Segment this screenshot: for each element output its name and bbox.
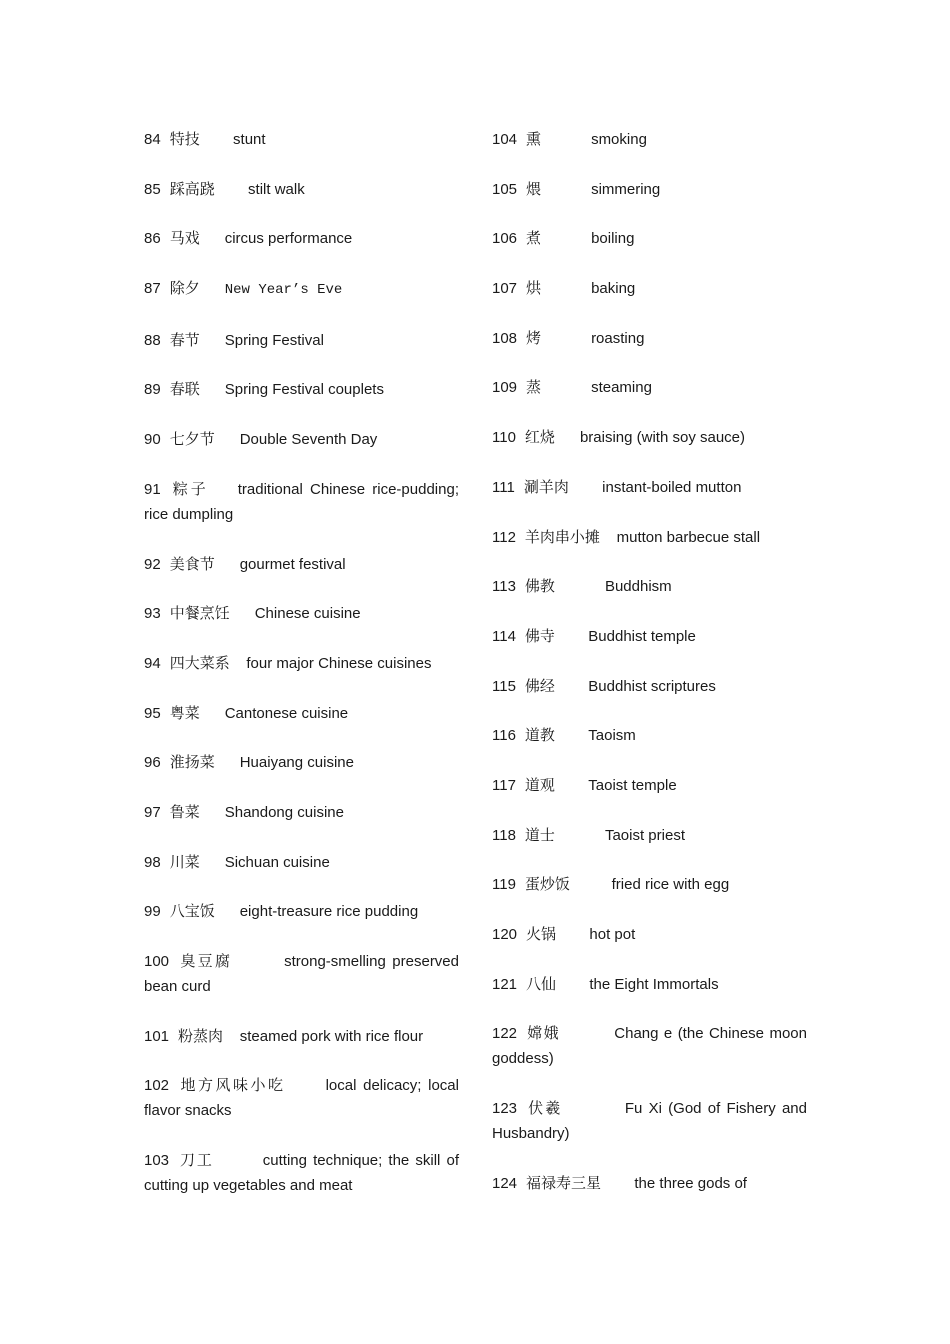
entry-english-translation: Shandong cuisine <box>224 803 344 821</box>
entry-spacer <box>541 330 591 347</box>
entry-chinese-term: 煨 <box>526 179 542 198</box>
entry-number: 120 <box>492 926 518 943</box>
entry-number: 84 <box>144 131 161 148</box>
glossary-entry <box>492 276 807 301</box>
entry-number: 88 <box>144 331 161 349</box>
entry-spacer <box>555 578 605 595</box>
entry-chinese-term: 涮羊肉 <box>523 477 569 496</box>
entry-english-translation: braising (with soy sauce) <box>579 429 746 447</box>
entry-english-translation: the three gods of <box>634 1174 747 1192</box>
glossary-entry <box>492 723 807 748</box>
entry-spacer <box>215 181 248 198</box>
entry-spacer <box>230 655 247 672</box>
entry-spacer <box>200 280 225 297</box>
entry-spacer <box>556 976 589 993</box>
entry-spacer <box>601 1175 634 1192</box>
entry-number: 106 <box>492 230 518 248</box>
entry-chinese-term: 道士 <box>524 825 555 844</box>
glossary-entry <box>492 1171 807 1196</box>
glossary-entry <box>144 601 459 626</box>
entry-chinese-term: 除夕 <box>169 279 200 298</box>
entry-english-translation: Buddhism <box>604 578 672 596</box>
entry-spacer <box>200 854 225 871</box>
entry-chinese-term: 道教 <box>524 726 555 745</box>
entry-english-translation: cutting technique; the skill of cutting up vegetables and meat <box>144 1152 459 1195</box>
entry-chinese-term: 佛经 <box>524 676 555 695</box>
entry-chinese-term: 春联 <box>169 380 200 399</box>
entry-spacer <box>556 926 589 943</box>
entry-number: 89 <box>144 381 161 399</box>
entry-chinese-term: 羊肉串小摊 <box>524 527 600 546</box>
entry-english-translation: simmering <box>591 180 661 198</box>
entry-number: 101 <box>144 1027 170 1045</box>
entry-english-translation: Taoism <box>588 727 636 745</box>
entry-english-translation: Chang e (the Chinese moon goddess) <box>492 1025 807 1068</box>
entry-number: 98 <box>144 853 161 871</box>
entry-chinese-term: 春节 <box>169 330 200 349</box>
entry-spacer <box>200 804 225 821</box>
entry-number: 110 <box>492 429 516 447</box>
glossary-entry <box>492 624 807 649</box>
entry-spacer <box>555 678 588 695</box>
right-column <box>492 127 807 1220</box>
entry-spacer <box>200 131 233 148</box>
entry-number: 99 <box>144 903 161 921</box>
glossary-entry <box>144 701 459 726</box>
entry-english-translation: hot pot <box>589 926 636 943</box>
entry-number: 119 <box>492 876 516 894</box>
glossary-entry <box>492 226 807 251</box>
entry-chinese-term: 熏 <box>526 130 542 148</box>
entry-chinese-term: 烘 <box>526 279 542 298</box>
glossary-entry <box>144 477 459 527</box>
entry-spacer <box>200 332 225 349</box>
glossary-entry <box>492 872 807 897</box>
entry-english-translation: Buddhist scriptures <box>588 677 716 695</box>
entry-chinese-term: 八宝饭 <box>169 902 215 921</box>
entry-english-translation: eight-treasure rice pudding <box>239 903 419 921</box>
glossary-entry <box>144 552 459 577</box>
glossary-entry <box>492 127 807 152</box>
entry-spacer <box>541 230 591 247</box>
entry-chinese-term: 臭豆腐 <box>178 952 233 970</box>
glossary-entry <box>144 377 459 402</box>
entry-chinese-term: 粤菜 <box>169 703 200 722</box>
entry-english-translation: traditional Chinese rice-pudding; rice dumpling <box>144 480 459 523</box>
glossary-entry <box>144 427 459 452</box>
entry-spacer <box>230 605 255 622</box>
glossary-entry <box>492 1096 807 1146</box>
entry-spacer <box>232 953 284 970</box>
entry-chinese-term: 佛教 <box>524 577 555 596</box>
entry-english-translation: Spring Festival <box>224 331 324 349</box>
entry-number: 97 <box>144 803 161 821</box>
entry-english-translation: steamed pork with rice flour <box>239 1027 424 1045</box>
entry-chinese-term: 火锅 <box>526 925 557 943</box>
entry-spacer <box>215 903 240 920</box>
entry-chinese-term: 烤 <box>526 328 542 347</box>
glossary-entry <box>144 328 459 353</box>
entry-english-translation: New Year’s Eve <box>224 282 343 299</box>
entry-chinese-term: 佛寺 <box>524 626 555 645</box>
glossary-entry <box>492 425 807 450</box>
entry-number: 85 <box>144 180 161 198</box>
entry-number: 96 <box>144 754 161 772</box>
entry-english-translation: baking <box>591 280 636 298</box>
entry-chinese-term: 马戏 <box>169 229 200 248</box>
entry-spacer <box>570 876 612 893</box>
glossary-entry <box>144 127 459 152</box>
glossary-entry <box>144 651 459 676</box>
entry-number: 122 <box>492 1025 518 1043</box>
entry-number: 86 <box>144 230 161 248</box>
glossary-entry <box>144 850 459 875</box>
entry-english-translation: Double Seventh Day <box>239 431 378 449</box>
entry-english-translation: fried rice with egg <box>611 876 730 894</box>
glossary-entry <box>144 177 459 202</box>
entry-chinese-term: 四大菜系 <box>169 653 230 672</box>
entry-number: 113 <box>492 578 516 596</box>
entry-chinese-term: 嫦娥 <box>526 1024 560 1043</box>
entry-english-translation: Taoist priest <box>604 826 685 844</box>
entry-spacer <box>215 556 240 573</box>
entry-chinese-term: 地方风味小吃 <box>178 1076 286 1095</box>
glossary-entry <box>492 326 807 351</box>
entry-chinese-term: 七夕节 <box>169 430 215 449</box>
entry-chinese-term: 粽子 <box>169 479 209 498</box>
entry-spacer <box>560 1025 614 1042</box>
entry-spacer <box>214 1152 263 1169</box>
entry-number: 118 <box>492 826 516 844</box>
entry-chinese-term: 蛋炒饭 <box>524 875 570 894</box>
entry-number: 104 <box>492 131 518 148</box>
entry-number: 121 <box>492 975 518 993</box>
glossary-entry <box>144 800 459 825</box>
entry-english-translation: boiling <box>591 230 635 248</box>
entry-number: 103 <box>144 1152 170 1170</box>
entry-number: 94 <box>144 654 161 672</box>
entry-spacer <box>541 181 591 198</box>
entry-english-translation: Cantonese cuisine <box>224 704 349 722</box>
glossary-entry <box>144 1073 459 1123</box>
entry-chinese-term: 美食节 <box>169 554 215 573</box>
left-column <box>144 127 459 1223</box>
entry-number: 124 <box>492 1174 518 1192</box>
entry-number: 107 <box>492 280 518 298</box>
entry-english-translation: the Eight Immortals <box>589 975 719 993</box>
entry-spacer <box>600 529 617 546</box>
entry-english-translation: roasting <box>591 329 645 347</box>
glossary-entry <box>492 475 807 500</box>
glossary-entry <box>492 674 807 699</box>
entry-number: 123 <box>492 1100 518 1118</box>
entry-chinese-term: 刀工 <box>178 1151 214 1170</box>
entry-chinese-term: 道观 <box>524 775 555 794</box>
entry-spacer <box>541 379 591 396</box>
entry-number: 114 <box>492 627 516 645</box>
entry-spacer <box>215 754 240 771</box>
glossary-entry <box>492 574 807 599</box>
glossary-entry <box>144 226 459 251</box>
entry-spacer <box>215 431 240 448</box>
entry-number: 87 <box>144 280 161 298</box>
entry-chinese-term: 特技 <box>169 130 200 148</box>
glossary-entry <box>492 1021 807 1071</box>
entry-spacer <box>200 705 225 722</box>
entry-number: 92 <box>144 555 161 573</box>
entry-number: 95 <box>144 704 161 722</box>
entry-chinese-term: 煮 <box>526 229 542 248</box>
entry-chinese-term: 鲁菜 <box>169 802 200 821</box>
glossary-entry <box>492 922 807 947</box>
entry-number: 105 <box>492 180 518 198</box>
entry-spacer <box>541 280 591 297</box>
entry-english-translation: smoking <box>591 131 647 148</box>
glossary-entry <box>492 525 807 550</box>
entry-number: 115 <box>492 677 516 695</box>
entry-english-translation: stunt <box>233 131 266 148</box>
entry-english-translation: mutton barbecue stall <box>616 528 761 546</box>
entry-chinese-term: 川菜 <box>169 852 200 871</box>
entry-english-translation: stilt walk <box>248 180 305 198</box>
glossary-entry <box>492 823 807 848</box>
glossary-entry <box>144 750 459 775</box>
entry-spacer <box>555 628 588 645</box>
glossary-entry <box>492 177 807 202</box>
entry-number: 117 <box>492 776 516 794</box>
entry-chinese-term: 八仙 <box>526 974 557 993</box>
glossary-entry <box>492 773 807 798</box>
entry-english-translation: Taoist temple <box>588 776 677 794</box>
entry-chinese-term: 蒸 <box>526 378 542 397</box>
entry-spacer <box>200 230 225 247</box>
entry-spacer <box>555 777 588 794</box>
entry-chinese-term: 粉蒸肉 <box>178 1026 224 1045</box>
entry-english-translation: strong-smelling preserved bean curd <box>144 953 459 995</box>
entry-spacer <box>562 1100 625 1117</box>
glossary-entry <box>144 1024 459 1049</box>
entry-spacer <box>555 429 580 446</box>
entry-number: 112 <box>492 528 516 546</box>
entry-spacer <box>286 1077 326 1094</box>
entry-english-translation: four major Chinese cuisines <box>246 654 432 672</box>
entry-chinese-term: 红烧 <box>524 428 555 447</box>
entry-chinese-term: 淮扬菜 <box>169 753 215 772</box>
entry-english-translation: Spring Festival couplets <box>224 381 384 399</box>
entry-spacer <box>555 727 588 744</box>
entry-number: 116 <box>492 727 516 745</box>
glossary-entry <box>144 276 459 303</box>
glossary-entry <box>492 375 807 400</box>
entry-chinese-term: 中餐烹饪 <box>169 604 230 623</box>
entry-english-translation: Huaiyang cuisine <box>239 754 354 772</box>
glossary-entry <box>492 972 807 997</box>
entry-spacer <box>569 479 602 496</box>
entry-english-translation: steaming <box>591 379 652 397</box>
entry-chinese-term: 福禄寿三星 <box>526 1173 602 1192</box>
entry-number: 93 <box>144 605 161 623</box>
glossary-entry <box>144 949 459 999</box>
glossary-entry <box>144 1148 459 1198</box>
entry-spacer <box>223 1028 240 1045</box>
entry-number: 90 <box>144 431 161 449</box>
entry-spacer <box>200 381 225 398</box>
entry-number: 100 <box>144 953 170 970</box>
entry-spacer <box>541 131 591 148</box>
entry-number: 102 <box>144 1077 170 1095</box>
entry-number: 91 <box>144 480 161 498</box>
entry-number: 109 <box>492 379 518 397</box>
entry-english-translation: gourmet festival <box>239 555 346 573</box>
entry-number: 111 <box>492 478 515 496</box>
entry-english-translation: Sichuan cuisine <box>224 853 330 871</box>
entry-english-translation: Chinese cuisine <box>254 605 361 623</box>
entry-english-translation: Fu Xi (God of Fishery and Husbandry) <box>492 1100 807 1143</box>
entry-english-translation: local delicacy; local flavor snacks <box>144 1077 459 1120</box>
glossary-entry <box>144 899 459 924</box>
entry-english-translation: instant-boiled mutton <box>602 478 742 496</box>
entry-spacer <box>209 481 238 498</box>
entry-chinese-term: 踩高跷 <box>169 179 215 198</box>
entry-english-translation: circus performance <box>224 230 353 248</box>
entry-chinese-term: 伏羲 <box>526 1099 563 1118</box>
entry-english-translation: Buddhist temple <box>588 627 696 645</box>
entry-spacer <box>555 827 605 844</box>
entry-number: 108 <box>492 329 518 347</box>
